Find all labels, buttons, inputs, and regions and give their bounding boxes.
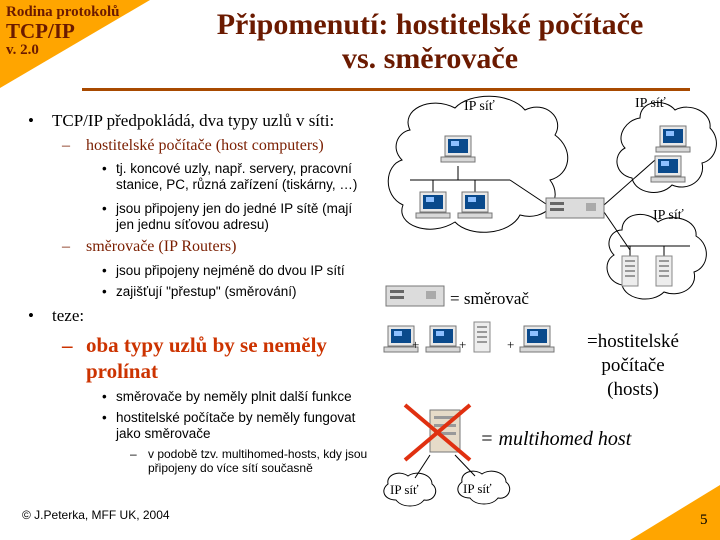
- series-name: Rodina protokolů: [6, 4, 120, 20]
- line: oba typy uzlů by se neměly: [86, 333, 327, 357]
- bullet-dot: •: [102, 410, 107, 425]
- line: stanice, PC, různá zařízení (tiskárny, …): [116, 177, 358, 192]
- page-number: 5: [700, 512, 708, 528]
- sub-bullet-text: hostitelské počítače (host computers): [86, 137, 324, 154]
- point-text: zajišťují "přestup" (směrování): [116, 284, 297, 299]
- bullet-dot: •: [28, 111, 34, 130]
- bullet-dot: •: [102, 389, 107, 404]
- bullet-dot: •: [28, 306, 34, 325]
- sub-bullet-text: směrovače (IP Routers): [86, 238, 237, 255]
- plus-sign: +: [412, 337, 420, 352]
- plus-sign: +: [507, 337, 515, 352]
- line: =hostitelské: [587, 331, 679, 352]
- line: jako směrovače: [116, 426, 211, 441]
- bullet-dot: •: [102, 284, 107, 299]
- line: (hosts): [607, 379, 659, 400]
- line: připojeny do více sítí současně: [148, 461, 313, 475]
- title-line: vs. směrovače: [341, 42, 519, 75]
- series-version: v. 2.0: [6, 42, 39, 58]
- line: jen jednu síťovou adresu): [116, 217, 269, 232]
- legend-hosts: [566, 330, 700, 402]
- bullet-dot: •: [102, 161, 107, 176]
- plus-sign: +: [459, 337, 467, 352]
- point-text: jsou připojeny nejméně do dvou IP sítí: [116, 263, 345, 278]
- network-label: IP síť: [653, 208, 684, 223]
- line: jsou připojeny jen do jedné IP sítě (mají: [116, 201, 353, 216]
- line: tj. koncové uzly, např. servery, pracovní: [116, 161, 352, 176]
- dash-marker: –: [62, 238, 70, 255]
- dash-marker: –: [62, 137, 70, 154]
- bullet-text: TCP/IP předpokládá, dva typy uzlů v síti:: [52, 111, 335, 130]
- legend-multihomed: = multihomed host: [480, 428, 632, 450]
- title-line: Připomenutí: hostitelské počítače: [216, 8, 644, 41]
- network-label: IP síť: [464, 99, 495, 114]
- dash-marker: –: [130, 447, 137, 461]
- bullet-dot: •: [102, 263, 107, 278]
- line: prolínat: [86, 359, 158, 383]
- bullet-dot: •: [102, 201, 107, 216]
- dash-marker: –: [62, 333, 73, 357]
- network-label: IP síť: [390, 482, 419, 497]
- line: hostitelské počítače by neměly fungovat: [116, 410, 356, 425]
- network-label: IP síť: [463, 481, 492, 496]
- network-label: IP síť: [635, 96, 666, 111]
- line: v podobě tzv. multihomed-hosts, kdy jsou: [148, 447, 368, 461]
- bullet-text: teze:: [52, 306, 85, 325]
- series-title: TCP/IP: [6, 19, 75, 43]
- point-text: směrovače by neměly plnit další funkce: [116, 389, 352, 404]
- legend-router: = směrovač: [450, 289, 529, 308]
- footer-copyright: © J.Peterka, MFF UK, 2004: [22, 508, 170, 522]
- line: počítače: [601, 355, 665, 376]
